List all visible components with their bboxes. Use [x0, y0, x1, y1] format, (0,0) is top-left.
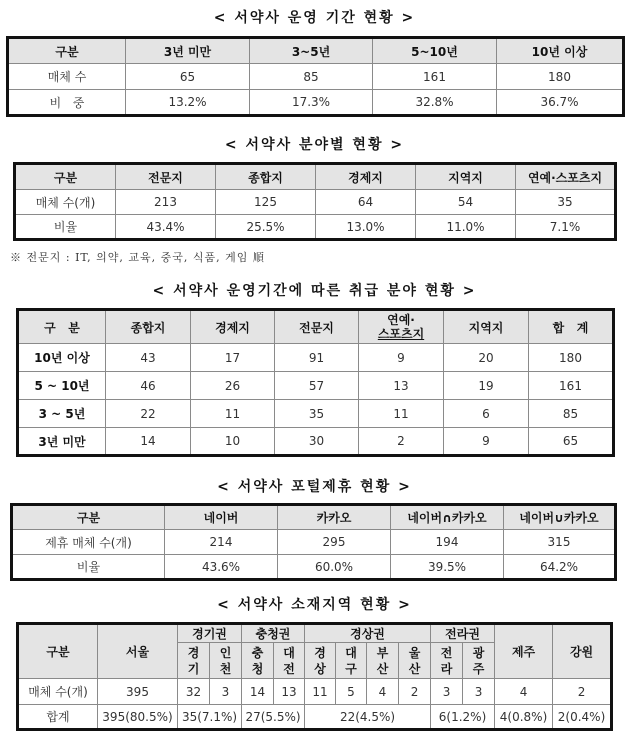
- header-cell: 5~10년: [373, 38, 497, 64]
- table-row: [12, 555, 616, 580]
- char: 대: [283, 645, 295, 660]
- cell: 27(5.5%): [242, 705, 305, 730]
- group-header: 충청권: [242, 624, 305, 643]
- cell: 65: [126, 64, 250, 90]
- cell: 11.0%: [416, 215, 516, 240]
- cell: 13: [359, 372, 444, 400]
- operation-period-table: [6, 36, 625, 117]
- char: 부: [376, 645, 389, 660]
- group-header: 전라권: [431, 624, 495, 643]
- cell: 180: [497, 64, 624, 90]
- cell: 125: [216, 190, 316, 215]
- cell: 395(80.5%): [98, 705, 178, 730]
- cell: 22(4.5%): [305, 705, 431, 730]
- char: 전: [440, 645, 453, 660]
- cell: 10: [191, 428, 275, 456]
- header-cell: 네이버: [165, 505, 278, 530]
- char: 구: [345, 661, 357, 676]
- header-cell: 지역지: [416, 164, 516, 190]
- subheader-cell: [463, 643, 495, 679]
- cell: 14: [106, 428, 191, 456]
- row-label: 비 중: [8, 90, 126, 116]
- row-label: 10년 이상: [18, 344, 106, 372]
- cell: 395: [98, 679, 178, 705]
- header-cell: 구분: [15, 164, 116, 190]
- cell: 2: [553, 679, 612, 705]
- header-cell: [359, 310, 444, 344]
- header-cell: 구분: [18, 624, 98, 679]
- row-label: 5 ~ 10년: [18, 372, 106, 400]
- char: 산: [376, 661, 389, 676]
- cell: 295: [278, 530, 391, 555]
- subheader-cell: [367, 643, 399, 679]
- char: 전: [283, 661, 295, 676]
- header-row: [8, 38, 624, 64]
- table-row: [12, 530, 616, 555]
- header-cell: 구분: [8, 38, 126, 64]
- cell: 6: [444, 400, 529, 428]
- char: 대: [345, 645, 357, 660]
- cell: 315: [504, 530, 616, 555]
- table1-title: < 서약사 운영 기간 현황 >: [213, 10, 416, 26]
- table-row: [18, 705, 612, 730]
- cell: 13: [274, 679, 305, 705]
- cell: 85: [250, 64, 373, 90]
- cell: 13.2%: [126, 90, 250, 116]
- table-row: [18, 372, 614, 400]
- cell: 39.5%: [391, 555, 504, 580]
- cell: 17.3%: [250, 90, 373, 116]
- subheader-cell: [399, 643, 431, 679]
- table2-title: < 서약사 분야별 현황 >: [224, 137, 405, 153]
- cell: 11: [359, 400, 444, 428]
- header-line: 스포츠지: [377, 327, 425, 341]
- char: 충: [251, 645, 264, 660]
- char: 산: [408, 661, 421, 676]
- header-cell: 서울: [98, 624, 178, 679]
- cell: 64: [316, 190, 416, 215]
- char: 경: [314, 645, 326, 660]
- group-header: 경상권: [305, 624, 431, 643]
- header-cell: 경제지: [316, 164, 416, 190]
- cell: 22: [106, 400, 191, 428]
- header-cell: 강원: [553, 624, 612, 679]
- table5-title: < 서약사 소재지역 현황 >: [217, 597, 412, 613]
- cell: 13.0%: [316, 215, 416, 240]
- region-table: [16, 622, 613, 731]
- subheader-cell: [336, 643, 367, 679]
- char: 상: [314, 661, 326, 676]
- cell: 43.6%: [165, 555, 278, 580]
- cell: 3: [431, 679, 463, 705]
- header-row: [18, 624, 612, 643]
- header-cell: 구분: [12, 505, 165, 530]
- header-row: [18, 310, 614, 344]
- period-by-field-table: [16, 308, 615, 457]
- row-label: 제휴 매체 수(개): [12, 530, 165, 555]
- cell: 25.5%: [216, 215, 316, 240]
- char: 천: [219, 661, 232, 676]
- header-cell: 네이버∪카카오: [504, 505, 616, 530]
- cell: 30: [275, 428, 359, 456]
- cell: 14: [242, 679, 274, 705]
- table-row: [18, 428, 614, 456]
- cell: 11: [191, 400, 275, 428]
- char: 청: [251, 661, 264, 676]
- cell: 161: [529, 372, 614, 400]
- header-cell: 종합지: [106, 310, 191, 344]
- cell: 2: [399, 679, 431, 705]
- cell: 9: [359, 344, 444, 372]
- table-row: [18, 679, 612, 705]
- header-cell: 지역지: [444, 310, 529, 344]
- cell: 214: [165, 530, 278, 555]
- row-label: 3년 미만: [18, 428, 106, 456]
- cell: 4(0.8%): [495, 705, 553, 730]
- cell: 35: [516, 190, 616, 215]
- field-table: [13, 162, 617, 241]
- header-cell: 3년 미만: [126, 38, 250, 64]
- cell: 64.2%: [504, 555, 616, 580]
- cell: 3: [210, 679, 242, 705]
- table-row: [15, 190, 616, 215]
- char: 울: [408, 645, 421, 660]
- cell: 32.8%: [373, 90, 497, 116]
- cell: 11: [305, 679, 336, 705]
- subheader-cell: [274, 643, 305, 679]
- char: 주: [472, 661, 485, 676]
- table-row: [18, 344, 614, 372]
- row-label: 매체 수(개): [15, 190, 116, 215]
- cell: 36.7%: [497, 90, 624, 116]
- char: 라: [440, 661, 453, 676]
- cell: 54: [416, 190, 516, 215]
- char: 인: [219, 645, 232, 660]
- subheader-cell: [178, 643, 210, 679]
- char: 기: [187, 661, 200, 676]
- cell: 46: [106, 372, 191, 400]
- header-cell: 연예·스포츠지: [516, 164, 616, 190]
- cell: 43: [106, 344, 191, 372]
- cell: 20: [444, 344, 529, 372]
- header-cell: 카카오: [278, 505, 391, 530]
- cell: 85: [529, 400, 614, 428]
- table-row: [15, 215, 616, 240]
- row-label: 비율: [12, 555, 165, 580]
- cell: 65: [529, 428, 614, 456]
- table3-title: < 서약사 운영기간에 따른 취급 분야 현황 >: [152, 283, 477, 299]
- subheader-cell: [242, 643, 274, 679]
- header-cell: 전문지: [116, 164, 216, 190]
- cell: 3: [463, 679, 495, 705]
- cell: 4: [367, 679, 399, 705]
- row-label: 3 ~ 5년: [18, 400, 106, 428]
- cell: 2(0.4%): [553, 705, 612, 730]
- header-cell: 제주: [495, 624, 553, 679]
- cell: 91: [275, 344, 359, 372]
- group-header: 경기권: [178, 624, 242, 643]
- row-label: 합계: [18, 705, 98, 730]
- cell: 17: [191, 344, 275, 372]
- table-row: [8, 64, 624, 90]
- subheader-cell: [305, 643, 336, 679]
- cell: 2: [359, 428, 444, 456]
- cell: 194: [391, 530, 504, 555]
- char: 광: [472, 645, 485, 660]
- cell: 43.4%: [116, 215, 216, 240]
- cell: 5: [336, 679, 367, 705]
- portal-partnership-table: [10, 503, 617, 581]
- header-cell: 10년 이상: [497, 38, 624, 64]
- cell: 7.1%: [516, 215, 616, 240]
- cell: 9: [444, 428, 529, 456]
- cell: 161: [373, 64, 497, 90]
- cell: 213: [116, 190, 216, 215]
- cell: 180: [529, 344, 614, 372]
- header-cell: 경제지: [191, 310, 275, 344]
- header-row: [15, 164, 616, 190]
- table-row: [8, 90, 624, 116]
- header-cell: 종합지: [216, 164, 316, 190]
- header-cell: 전문지: [275, 310, 359, 344]
- cell: 19: [444, 372, 529, 400]
- header-line: 연예·: [387, 313, 415, 327]
- subheader-cell: [210, 643, 242, 679]
- cell: 4: [495, 679, 553, 705]
- cell: 57: [275, 372, 359, 400]
- cell: 35: [275, 400, 359, 428]
- subheader-cell: [431, 643, 463, 679]
- cell: 26: [191, 372, 275, 400]
- cell: 32: [178, 679, 210, 705]
- row-label: 비율: [15, 215, 116, 240]
- header-cell: 네이버∩카카오: [391, 505, 504, 530]
- header-cell: 구 분: [18, 310, 106, 344]
- cell: 60.0%: [278, 555, 391, 580]
- header-cell: 3~5년: [250, 38, 373, 64]
- footnote: ※ 전문지 : IT, 의약, 교육, 중국, 식품, 게임 順: [10, 251, 265, 264]
- row-label: 매체 수: [8, 64, 126, 90]
- cell: 35(7.1%): [178, 705, 242, 730]
- char: 경: [187, 645, 200, 660]
- header-row: [12, 505, 616, 530]
- header-cell: 합 계: [529, 310, 614, 344]
- table-row: [18, 400, 614, 428]
- table4-title: < 서약사 포털제휴 현황 >: [217, 479, 412, 495]
- cell: 6(1.2%): [431, 705, 495, 730]
- row-label: 매체 수(개): [18, 679, 98, 705]
